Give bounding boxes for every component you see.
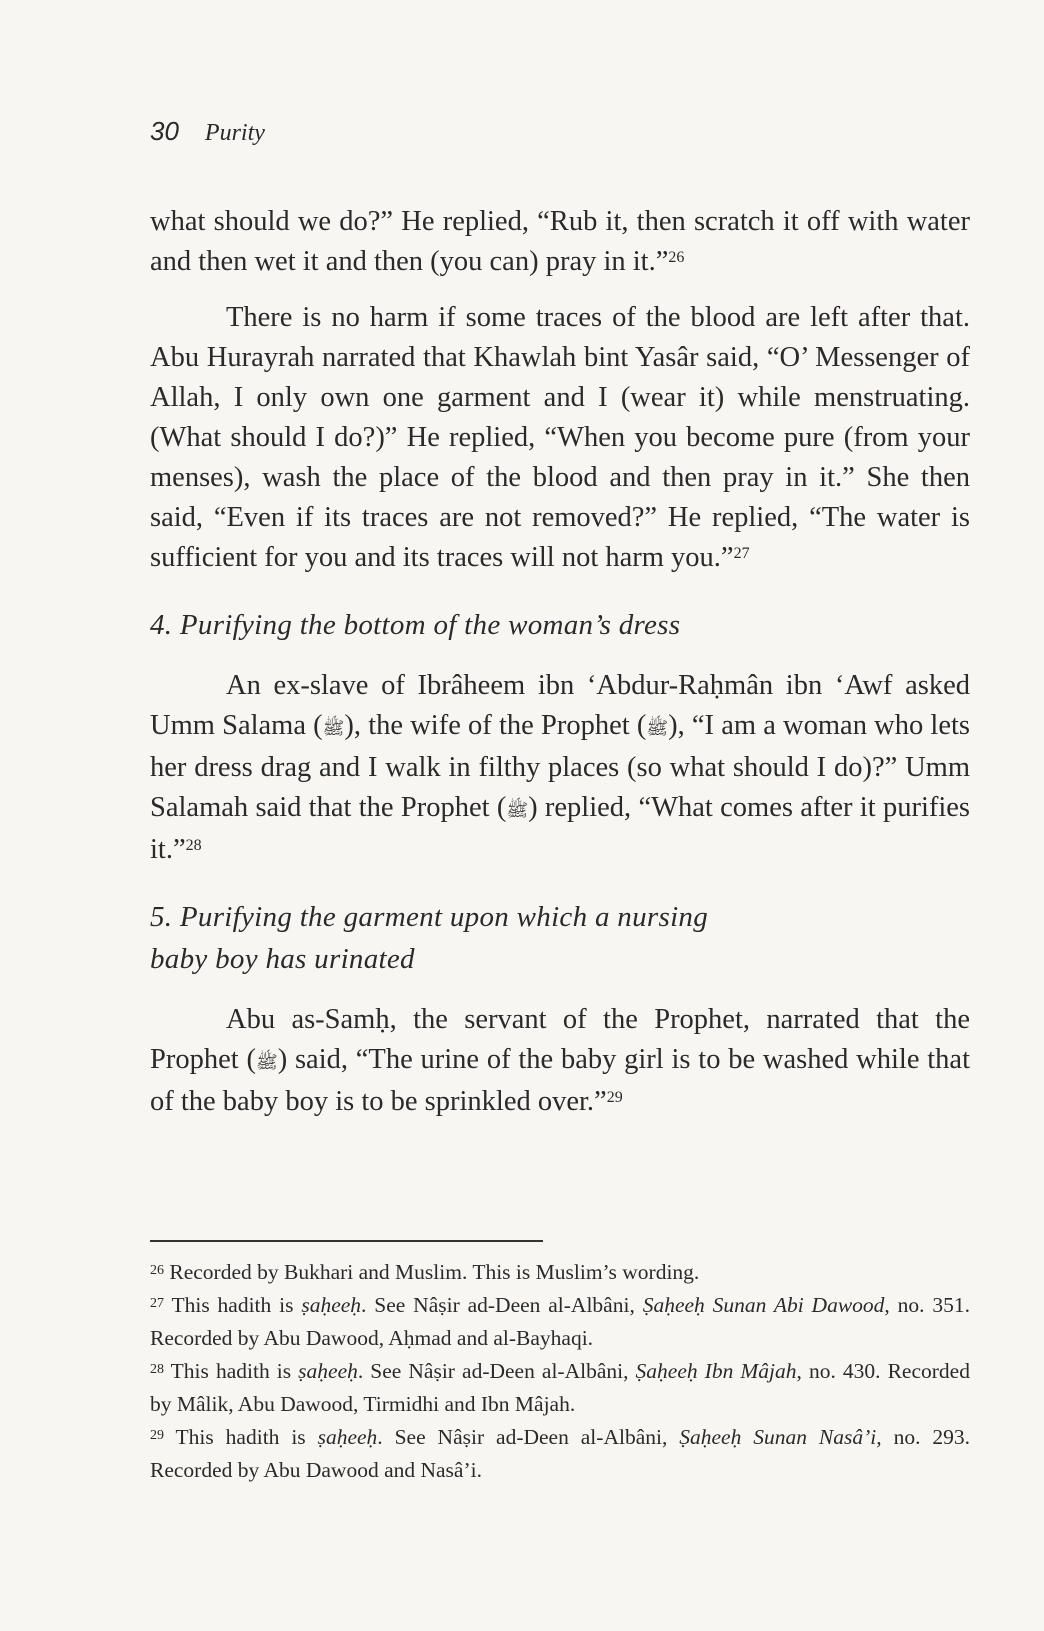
main-text bbox=[150, 202, 970, 1122]
text-run: ), “I am a woman who lets her dress drag and I walk in filthy places (so what should I do)?” Umm Salamah said that the Prophet ( bbox=[150, 710, 970, 823]
text-run: . See Nâṣir ad-Deen al-Albâni, bbox=[357, 1359, 636, 1383]
footnote-number: 28 bbox=[150, 1362, 164, 1377]
footnote-number: 27 bbox=[150, 1296, 164, 1311]
text-run: ), the wife of the Prophet ( bbox=[344, 710, 647, 741]
text-run: , no. 293. Recorded by Abu Dawood and Nasâ’i. bbox=[150, 1425, 970, 1482]
honorific-glyph: ﷺ bbox=[506, 800, 529, 820]
paragraph-continuation bbox=[150, 202, 970, 282]
footnote-text: Recorded by Bukhari and Muslim. This is Muslim’s wording. bbox=[169, 1260, 700, 1284]
footnote-28 bbox=[150, 1355, 970, 1421]
footnote-26 bbox=[150, 1256, 970, 1289]
italic-term: ṣaḥeeḥ bbox=[317, 1425, 378, 1449]
text-run: . See Nâṣir ad-Deen al-Albâni, bbox=[361, 1293, 643, 1317]
section-heading-5: 5. Purifying the garment upon which a nursing baby boy has urinated bbox=[150, 901, 709, 975]
text-run: ) said, “The urine of the baby girl is to be washed while that of the baby boy is to be sprinkled over.” bbox=[150, 1044, 970, 1117]
footnotes bbox=[150, 1256, 970, 1487]
footnote-ref[interactable]: 27 bbox=[733, 545, 750, 562]
footnote-number: 26 bbox=[150, 1263, 164, 1278]
footnote-number: 29 bbox=[150, 1428, 164, 1443]
text-run: This hadith is bbox=[170, 1359, 299, 1383]
paragraph bbox=[150, 298, 970, 578]
text-run: Abu as-Samḥ, the servant of the Prophet, narrated that the Prophet ( bbox=[150, 1004, 970, 1075]
footnote-divider bbox=[150, 1240, 543, 1242]
text-run: This hadith is bbox=[171, 1293, 302, 1317]
text-run: . See Nâṣir ad-Deen al-Albâni, bbox=[377, 1425, 680, 1449]
paragraph bbox=[150, 1000, 970, 1122]
book-title: Ṣaḥeeḥ Sunan Abi Dawood bbox=[642, 1293, 885, 1317]
honorific-glyph: ﷺ bbox=[255, 1052, 278, 1072]
paragraph-text: what should we do?” He replied, “Rub it, then scratch it off with water and then wet it and then (you can) pray in it.” bbox=[150, 206, 970, 277]
text-run: , no. 351. Recorded by Abu Dawood, Aḥmad and al-Bayhaqi. bbox=[150, 1293, 971, 1350]
footnote-29 bbox=[150, 1421, 970, 1487]
text-run: , no. 430. Recorded by Mâlik, Abu Dawood, Tirmidhi and Ibn Mâjah. bbox=[150, 1359, 970, 1416]
text-run: ) replied, “What comes after it purifies it.” bbox=[150, 792, 971, 865]
paragraph-text: There is no harm if some traces of the blood are left after that. Abu Hurayrah narrated that Khawlah bint Yasâr said, “O’ Messenger of Allah, I only own one garment and I (wear it) while menstruating. (What should I do?)” He replied, “When you become pure (from your menses), wash the place of the blood and then pray in it.” She then said, “Even if its traces are not removed?” He replied, “The water is sufficient for you and its traces will not harm you.” bbox=[150, 302, 970, 573]
italic-term: ṣaḥeeḥ bbox=[298, 1359, 358, 1383]
book-title: Ṣaḥeeḥ Ibn Mâjah bbox=[635, 1359, 797, 1383]
footnote-27 bbox=[150, 1289, 970, 1355]
book-title: Ṣaḥeeḥ Sunan Nasâ’i bbox=[679, 1425, 877, 1449]
section-heading-4: 4. Purifying the bottom of the woman’s dress bbox=[150, 609, 681, 641]
footnote-ref[interactable]: 28 bbox=[185, 837, 202, 854]
footnote-ref[interactable]: 26 bbox=[668, 249, 685, 266]
text-run: An ex-slave of Ibrâheem ibn ‘Abdur-Raḥmân ibn ‘Awf asked Umm Salama ( bbox=[150, 670, 970, 741]
text-run: This hadith is bbox=[175, 1425, 318, 1449]
running-header bbox=[150, 116, 265, 147]
honorific-glyph: ﷺ bbox=[646, 718, 669, 738]
italic-term: ṣaḥeeḥ bbox=[301, 1293, 362, 1317]
running-title: Purity bbox=[204, 120, 265, 146]
footnote-ref[interactable]: 29 bbox=[606, 1089, 623, 1106]
honorific-glyph: ﷺ bbox=[322, 718, 345, 738]
paragraph bbox=[150, 666, 970, 870]
page-number: 30 bbox=[150, 116, 179, 146]
